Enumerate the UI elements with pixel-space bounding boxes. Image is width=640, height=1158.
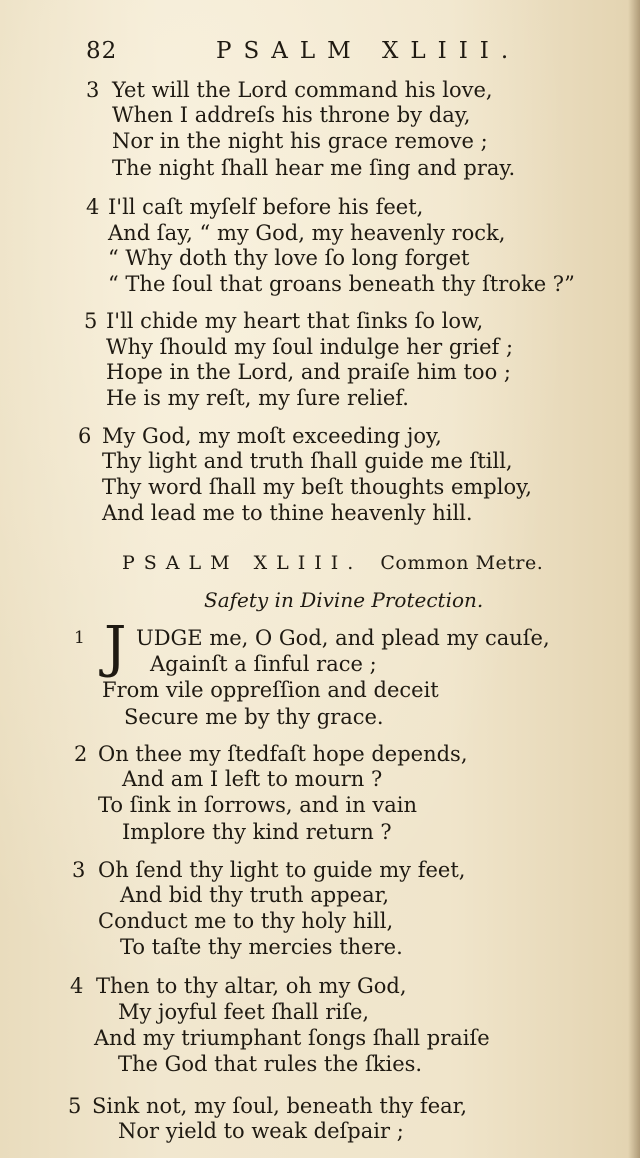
verse-line: Conduct me to thy holy hill, — [98, 909, 394, 933]
verse-line: And am I left to mourn ? — [122, 767, 383, 791]
verse-line: To ſink in ſorrows, and in vain — [98, 793, 417, 817]
verse-line: He is my reſt, my ſure relief. — [106, 386, 409, 410]
drop-cap: J — [104, 615, 127, 680]
verse-line: Sink not, my ſoul, beneath thy fear, — [92, 1094, 468, 1118]
stanza-number: 1 — [74, 628, 85, 648]
psalm-metre: Common Metre. — [380, 552, 544, 574]
stanza-number: 5 — [84, 309, 98, 333]
verse-line: I'll chide my heart that ſinks ſo low, — [106, 309, 484, 333]
verse-line: And lead me to thine heavenly hill. — [102, 501, 473, 525]
stanza-number: 3 — [86, 78, 100, 102]
verse-line: I'll caſt myſelf before his feet, — [108, 195, 424, 219]
psalm-heading — [122, 552, 543, 574]
verse-line: UDGE me, O God, and plead my cauſe, — [136, 626, 550, 650]
page-number: 82 — [86, 38, 118, 64]
verse-line: And bid thy truth appear, — [120, 883, 389, 907]
verse-line: On thee my ſtedfaſt hope depends, — [98, 742, 468, 766]
stanza-number: 3 — [72, 858, 86, 882]
verse-line: From vile oppreſſion and deceit — [102, 678, 439, 702]
running-title: PSALM XLIII. — [216, 38, 521, 64]
verse-line: Implore thy kind return ? — [122, 820, 392, 844]
verse-line: My joyful feet ſhall riſe, — [118, 1000, 370, 1024]
verse-line: “ Why doth thy love ſo long forget — [108, 246, 470, 270]
verse-line: “ The ſoul that groans beneath thy ſtroke ?” — [108, 272, 575, 296]
stanza-number: 2 — [74, 742, 88, 766]
stanza-number: 5 — [68, 1094, 82, 1118]
stanza-number: 4 — [70, 974, 84, 998]
verse-line: Yet will the Lord command his love, — [112, 78, 493, 102]
stanza-number: 6 — [78, 424, 92, 448]
verse-line: Nor in the night his grace remove ; — [112, 129, 488, 153]
verse-line: Oh ſend thy light to guide my feet, — [98, 858, 466, 882]
verse-line: Why ſhould my ſoul indulge her grief ; — [106, 335, 514, 359]
stanza-number: 4 — [86, 195, 100, 219]
verse-line: The God that rules the ſkies. — [118, 1052, 423, 1076]
psalm-title: PSALM XLIII. — [122, 552, 363, 574]
verse-line: Nor yield to weak deſpair ; — [118, 1119, 404, 1143]
verse-line: When I addreſs his throne by day, — [112, 103, 471, 127]
psalm-subtitle: Safety in Divine Protection. — [204, 588, 484, 612]
verse-line: The night ſhall hear me ſing and pray. — [112, 156, 516, 180]
verse-line: Hope in the Lord, and praiſe him too ; — [106, 360, 511, 384]
verse-line: Thy word ſhall my beſt thoughts employ, — [102, 475, 532, 499]
verse-line: My God, my moſt exceeding joy, — [102, 424, 442, 448]
running-header — [86, 32, 556, 68]
verse-line: To taſte thy mercies there. — [120, 935, 403, 959]
verse-line: Then to thy altar, oh my God, — [96, 974, 407, 998]
verse-line: Againſt a ſinful race ; — [150, 652, 377, 676]
verse-line: And my triumphant ſongs ſhall praiſe — [94, 1026, 490, 1050]
verse-line: Secure me by thy grace. — [124, 705, 384, 729]
verse-line: And ſay, “ my God, my heavenly rock, — [108, 221, 506, 245]
page-gutter-shadow — [628, 0, 640, 1158]
verse-line: Thy light and truth ſhall guide me ſtill, — [102, 449, 513, 473]
